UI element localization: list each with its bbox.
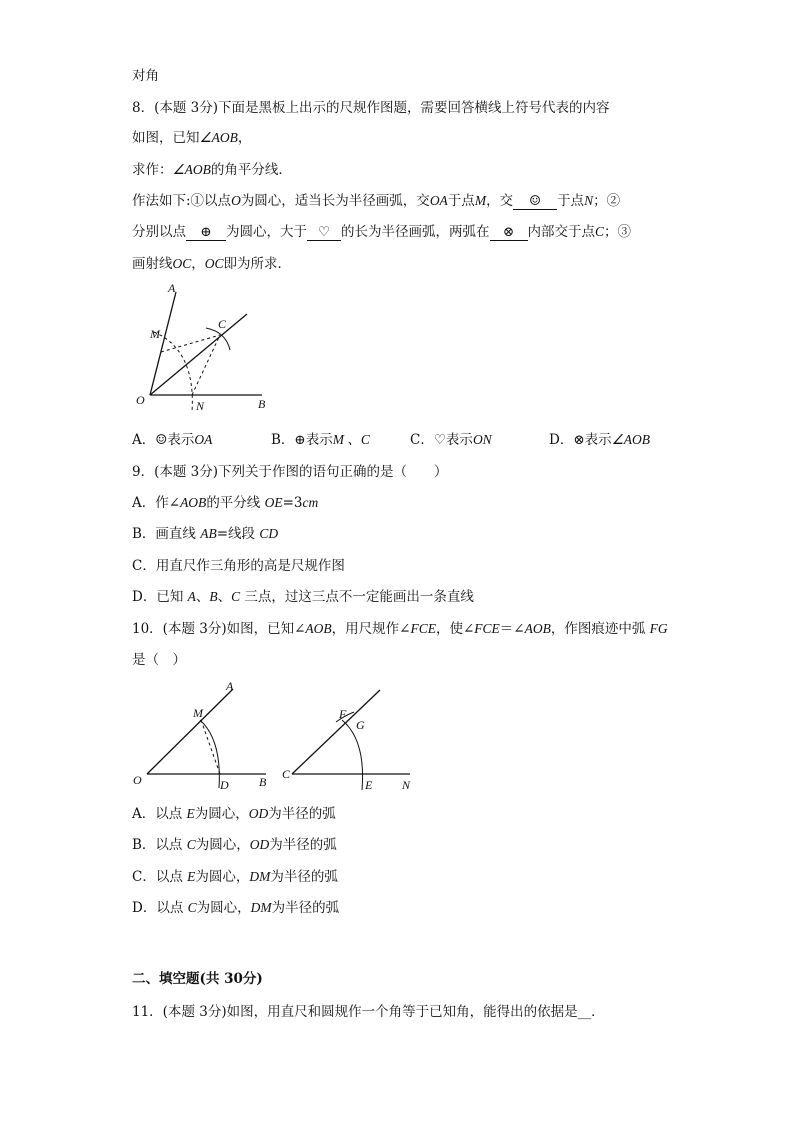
- arc-MD: [200, 720, 219, 788]
- q8-option-d[interactable]: D．⊗表示∠AOB: [549, 432, 650, 448]
- q10-option-c[interactable]: C．以点 E为圆心，DM为半径的弧: [132, 869, 338, 885]
- q10-figure-angle-aob: [130, 676, 280, 796]
- blank-1: ☺: [513, 193, 557, 210]
- ray-OA: [147, 689, 233, 774]
- q10-header: 10．(本题 3分)如图，已知∠AOB，用尺规作∠FCE，使∠FCE＝∠AOB，作图痕迹中弧 FG: [132, 621, 668, 637]
- q9-option-d[interactable]: D．已知 A、B、C 三点，过这三点不一定能画出一条直线: [132, 589, 474, 605]
- label-N: N: [402, 778, 411, 792]
- blank-2: ⊕: [186, 224, 226, 241]
- label-O: O: [133, 773, 142, 787]
- q8-figure: [130, 280, 280, 415]
- q8-header: 8．(本题 3分)下面是黑板上出示的尺规作图题，需要回答横线上符号代表的内容: [132, 100, 610, 116]
- label-C: C: [218, 317, 227, 331]
- label-C: C: [282, 767, 291, 781]
- label-A: A: [226, 679, 234, 693]
- q9-option-a[interactable]: A．作∠AOB的平分线 OE=3cm: [132, 495, 319, 511]
- q8-step1: 作法如下:①以点O为圆心，适当长为半径画弧，交OA于点M，交 ☺ 于点N；②: [132, 193, 621, 209]
- ray-OC: [150, 314, 247, 395]
- q10-header-line2: 是（ ）: [132, 652, 186, 668]
- label-F: F: [339, 707, 347, 721]
- q8-required: 求作：∠AOB的角平分线．: [132, 162, 292, 178]
- q9-option-b[interactable]: B．画直线 AB=线段 CD: [132, 526, 279, 542]
- q9-option-c[interactable]: C．用直尺作三角形的高是尺规作图: [132, 558, 345, 574]
- q10-option-d[interactable]: D．以点 C为圆心，DM为半径的弧: [132, 900, 340, 916]
- label-N: N: [196, 399, 205, 413]
- blank-4: ⊗: [490, 224, 528, 241]
- q10-option-a[interactable]: A．以点 E为圆心，OD为半径的弧: [132, 806, 336, 822]
- q8-option-a[interactable]: A．☺表示OA: [132, 432, 213, 448]
- dashed-NC: [192, 335, 220, 395]
- q8-step2: 分别以点 ⊕ 为圆心，大于 ♡ 的长为半径画弧，两弧在 ⊗ 内部交于点C；③: [132, 224, 632, 240]
- q8-given: 如图，已知∠AOB，: [132, 130, 252, 146]
- ray-OA: [150, 292, 176, 395]
- dashed-MD: [201, 720, 220, 774]
- section-title: 二、填空题(共 30分): [132, 971, 263, 987]
- text-fragment: 对角: [132, 68, 159, 84]
- blank-3: ♡: [307, 224, 341, 241]
- label-B: B: [258, 397, 266, 411]
- q10-figure-angle-fce: [280, 682, 420, 797]
- label-O: O: [136, 393, 145, 407]
- label-D: D: [220, 778, 229, 792]
- label-G: G: [356, 718, 365, 732]
- label-A: A: [168, 281, 176, 295]
- q8-option-b[interactable]: B．⊕表示M 、C: [271, 432, 370, 448]
- ray-CF: [292, 690, 380, 774]
- arc-MN: [154, 332, 192, 412]
- label-M: M: [193, 706, 203, 720]
- label-B: B: [259, 775, 267, 789]
- q9-header: 9．(本题 3分)下列关于作图的语句正确的是（ ）: [132, 464, 448, 480]
- q8-step3: 画射线OC，OC即为所求．: [132, 256, 292, 272]
- q11-header: 11．(本题 3分)如图，用直尺和圆规作一个角等于已知角，能得出的依据是__．: [132, 1004, 605, 1020]
- q8-option-c[interactable]: C．♡表示ON: [410, 432, 492, 448]
- label-M: M: [150, 327, 160, 341]
- q10-option-b[interactable]: B．以点 C为圆心，OD为半径的弧: [132, 837, 337, 853]
- label-E: E: [365, 778, 373, 792]
